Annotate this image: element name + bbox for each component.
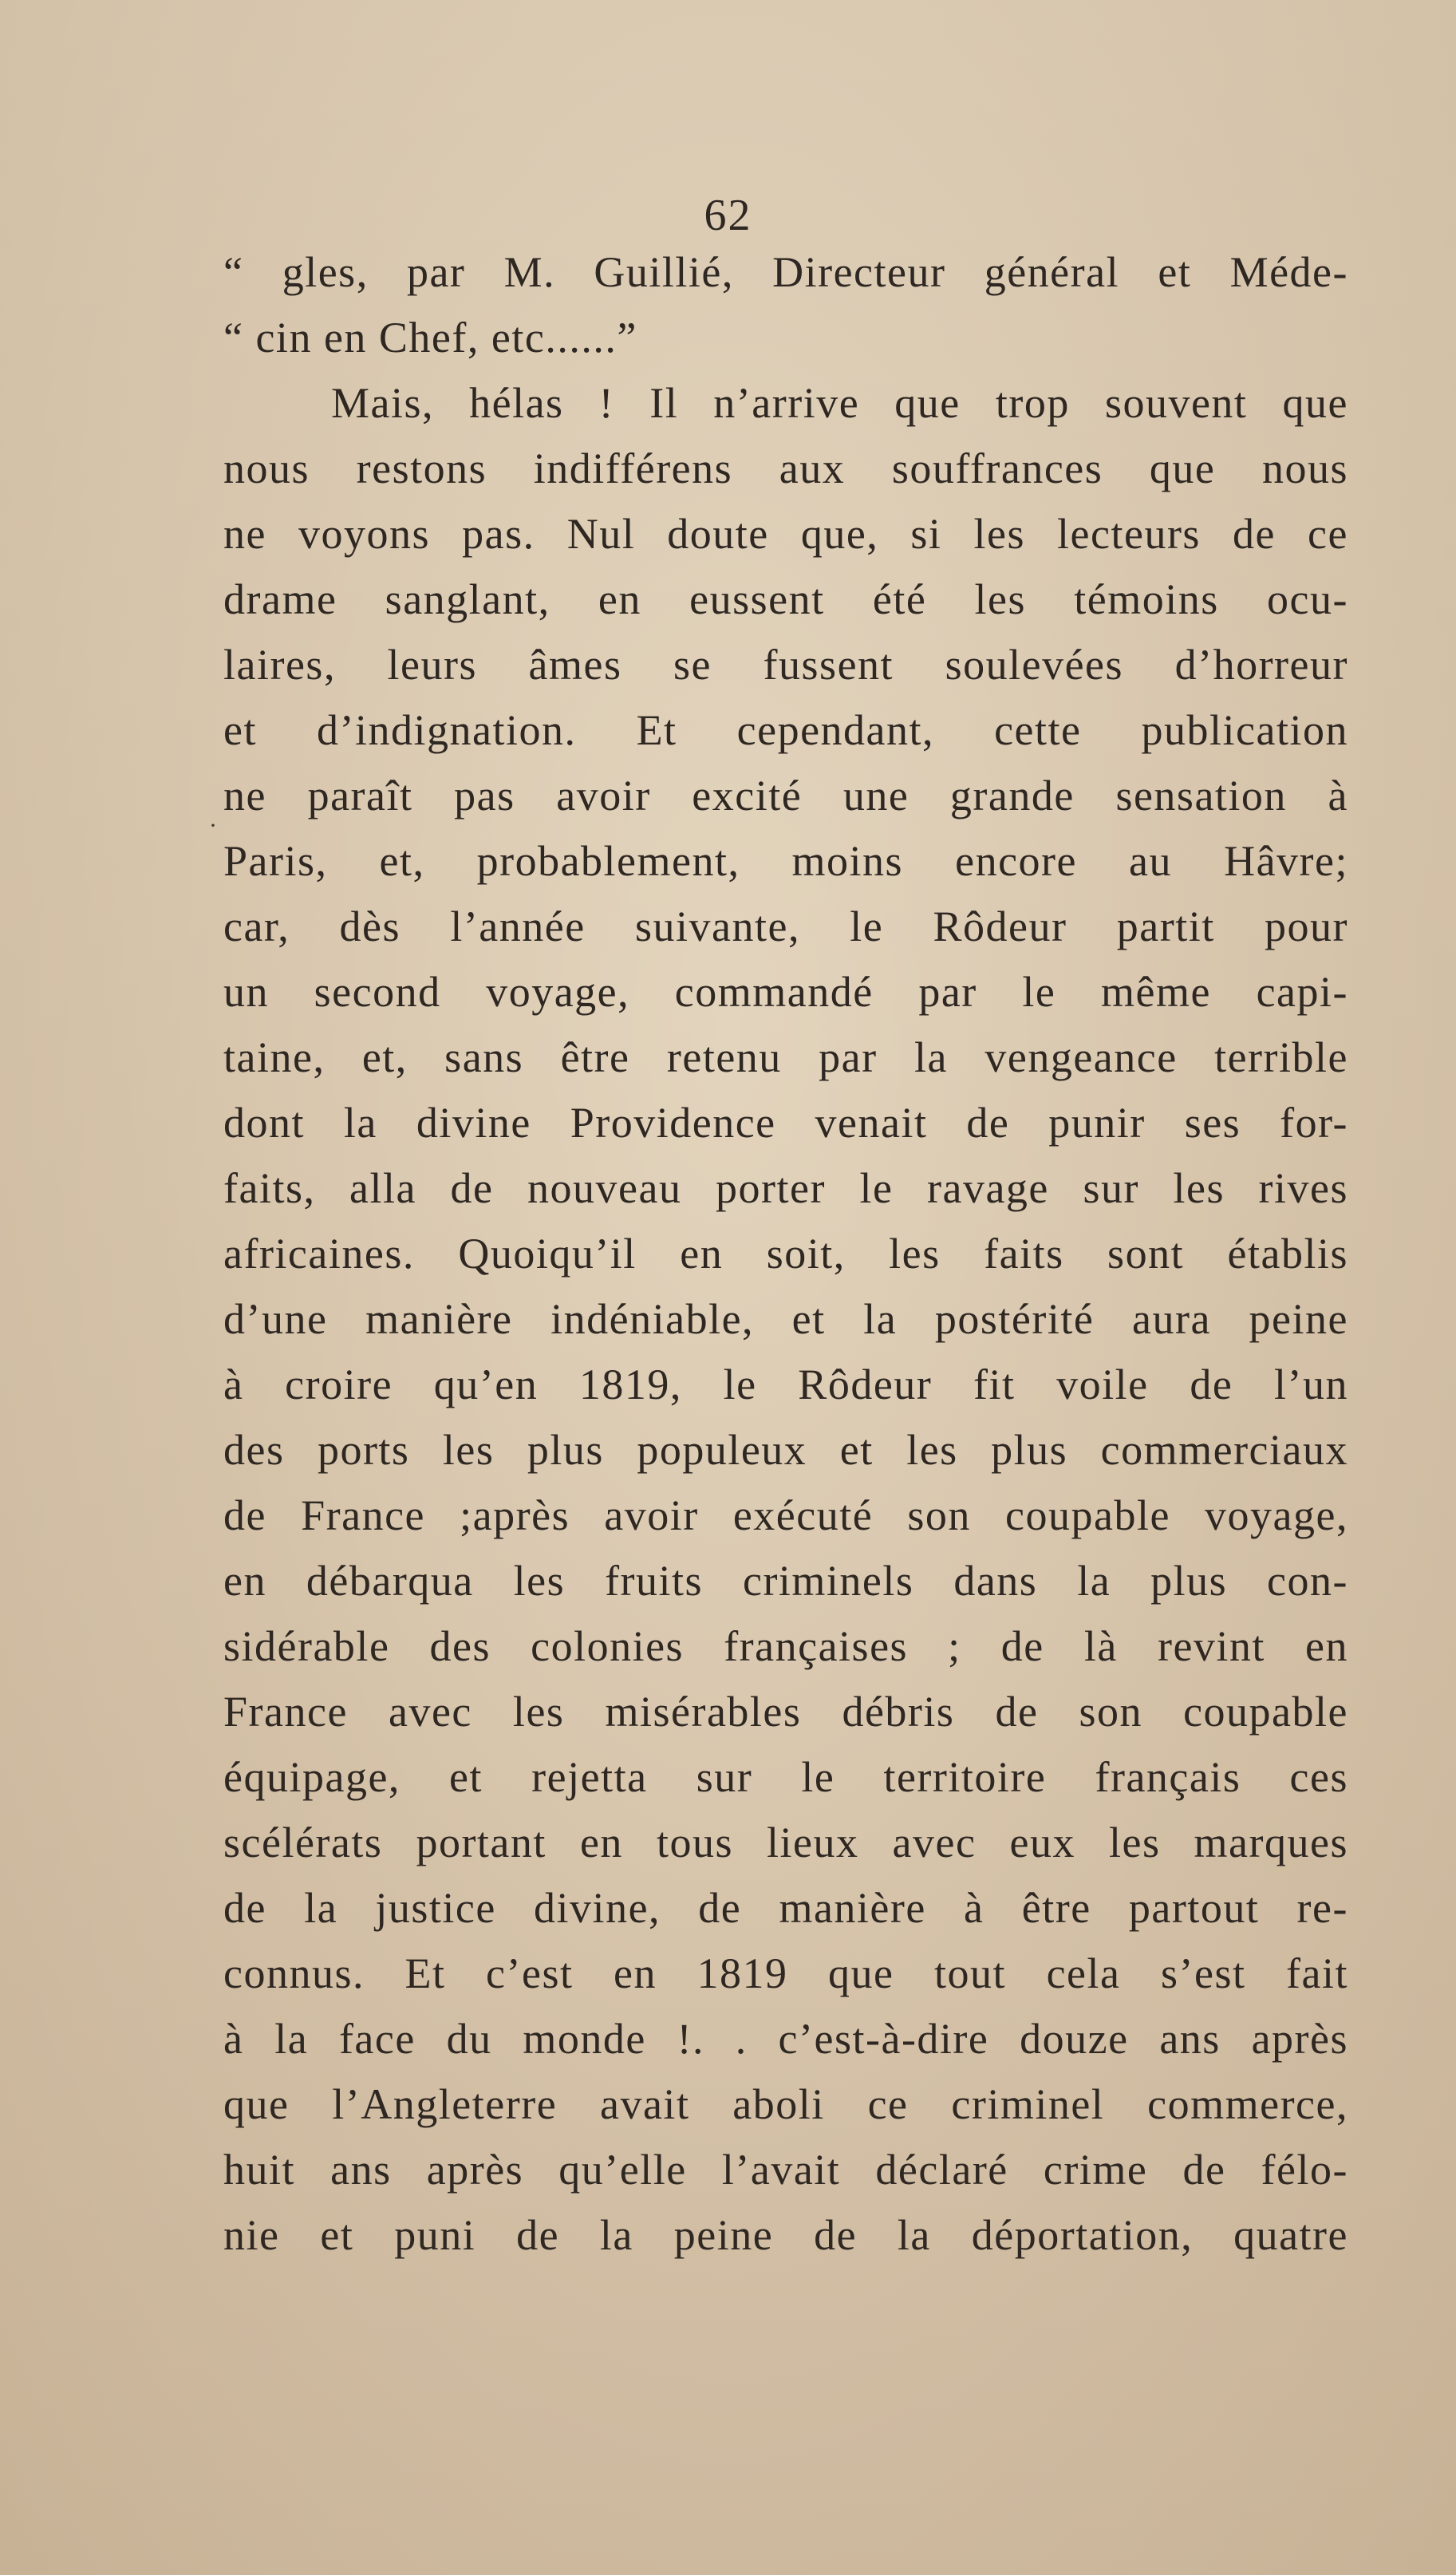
text-line: sidérable des colonies françaises ; de là revint en	[223, 1622, 1348, 1670]
text-line: équipage, et rejetta sur le territoire français ces	[223, 1753, 1348, 1801]
text-line: ne paraît pas avoir excité une grande sensation à	[223, 772, 1348, 819]
text-line: et d’indignation. Et cependant, cette publication	[223, 706, 1348, 754]
text-line: taine, et, sans être retenu par la vengeance terrible	[223, 1033, 1348, 1081]
text-line: scélérats portant en tous lieux avec eux les marques	[223, 1819, 1348, 1866]
text-line: laires, leurs âmes se fussent soulevées d’horreur	[223, 641, 1348, 689]
text-line: faits, alla de nouveau porter le ravage sur les rives	[223, 1164, 1348, 1212]
text-line: ne voyons pas. Nul doute que, si les lecteurs de ce	[223, 510, 1348, 558]
text-line: d’une manière indéniable, et la postérité aura peine	[223, 1295, 1348, 1343]
text-line: des ports les plus populeux et les plus commerciaux	[223, 1426, 1348, 1474]
margin-mark: ·	[209, 812, 217, 839]
text-line: “ cin en Chef, etc......”	[223, 314, 637, 361]
text-line: en débarqua les fruits criminels dans la plus con-	[223, 1557, 1348, 1605]
text-line: de la justice divine, de manière à être partout re-	[223, 1884, 1348, 1932]
text-line: France avec les misérables débris de son coupable	[223, 1688, 1348, 1736]
text-line: drame sanglant, en eussent été les témoins ocu-	[223, 575, 1348, 623]
paragraph-first-line: Mais, hélas ! Il n’arrive que trop souvent que	[331, 379, 1348, 427]
text-line: à la face du monde !. . c’est-à-dire douze ans après	[223, 2015, 1348, 2063]
text-line: Paris, et, probablement, moins encore au Hâvre;	[223, 837, 1348, 885]
text-line: car, dès l’année suivante, le Rôdeur partit pour	[223, 902, 1348, 950]
text-line: à croire qu’en 1819, le Rôdeur fit voile de l’un	[223, 1361, 1348, 1408]
page-number: 62	[704, 191, 752, 240]
text-line: que l’Angleterre avait aboli ce criminel commerce,	[223, 2080, 1348, 2128]
text-line: huit ans après qu’elle l’avait déclaré crime de félo-	[223, 2146, 1348, 2194]
text-line: nie et puni de la peine de la déportation, quatre	[223, 2211, 1348, 2259]
text-line: connus. Et c’est en 1819 que tout cela s’est fait	[223, 1949, 1348, 1997]
text-line: nous restons indifférens aux souffrances que nous	[223, 444, 1348, 492]
text-line: dont la divine Providence venait de punir ses for-	[223, 1099, 1348, 1147]
text-line: un second voyage, commandé par le même capi-	[223, 968, 1348, 1016]
text-line: de France ;après avoir exécuté son coupable voyage,	[223, 1491, 1348, 1539]
body-text	[223, 239, 1348, 2268]
text-line: “ gles, par M. Guillié, Directeur général et Méde-	[223, 248, 1348, 296]
text-line: africaines. Quoiqu’il en soit, les faits sont établis	[223, 1230, 1348, 1278]
